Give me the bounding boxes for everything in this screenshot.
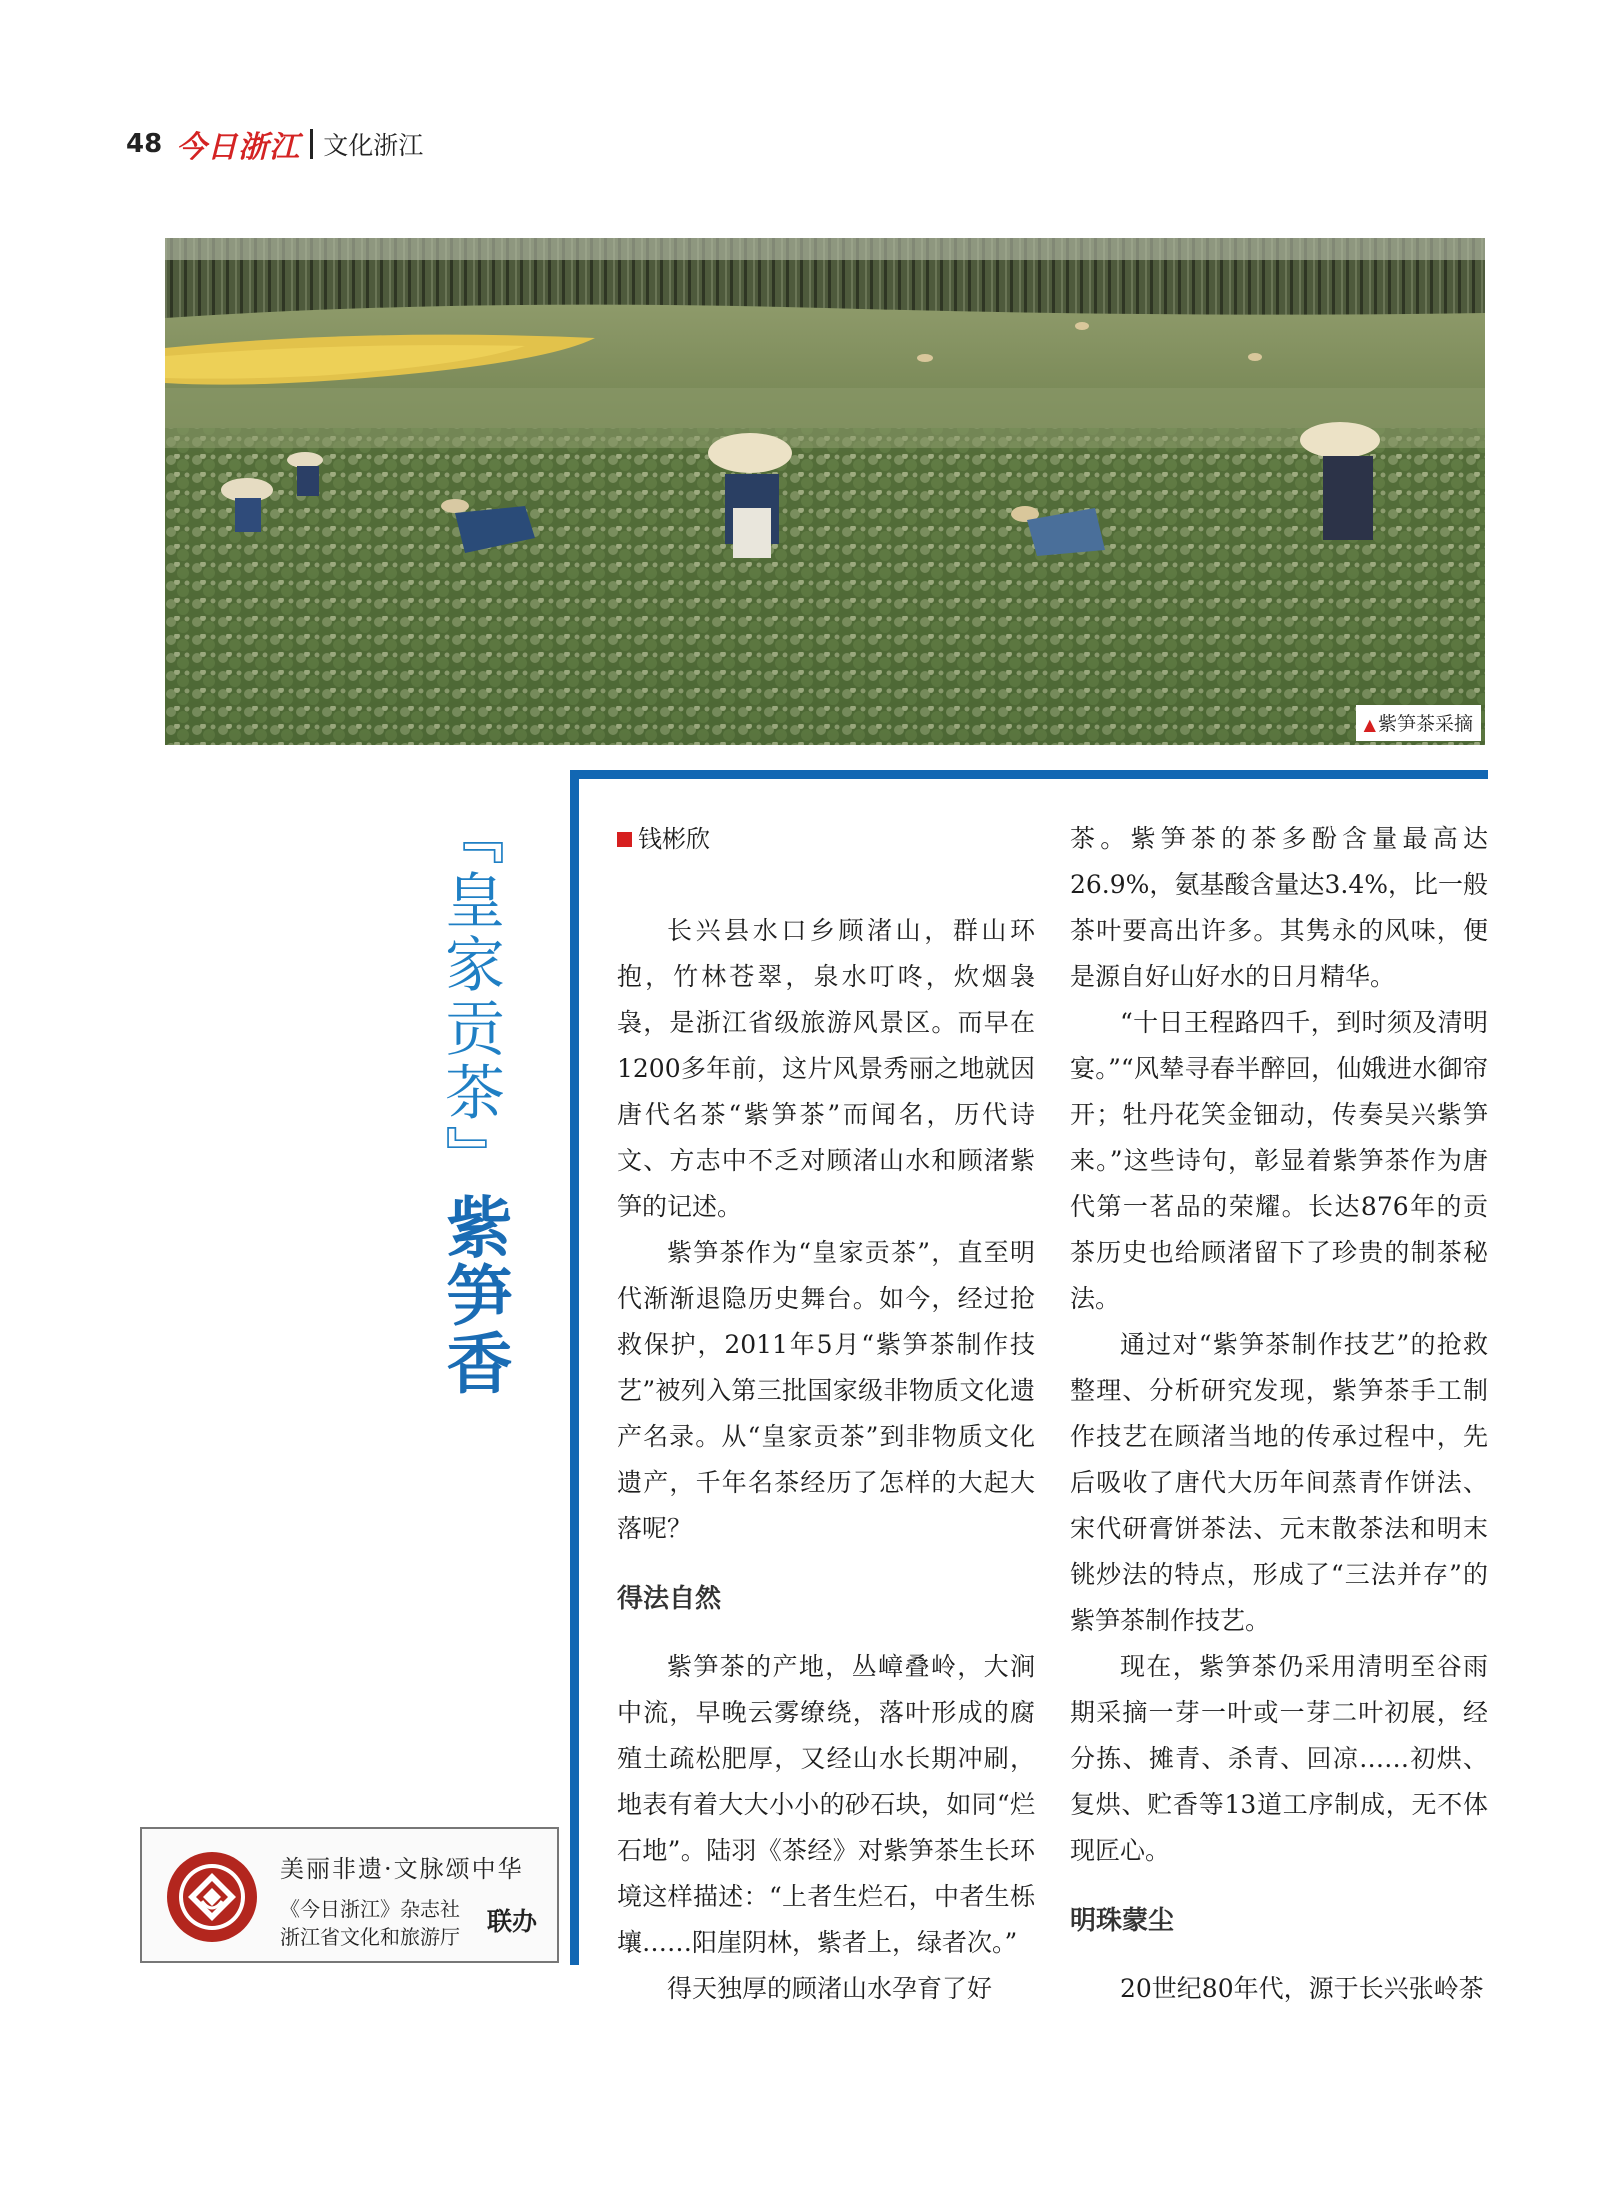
paragraph: “十日王程路四千，到时须及清明宴。”“风辇寻春半醉回，仙娥进水御帘开；牡丹花笑金钿动，传奏吴兴紫笋来。”这些诗句，彰显着紫笋茶作为唐代第一茗品的荣耀。长达876年的贡茶历史也给顾渚留下了珍贵的制茶秘法。 bbox=[1070, 1008, 1488, 1313]
sponsor-org-2: 浙江省文化和旅游厅 bbox=[280, 1925, 460, 1949]
author-byline bbox=[617, 816, 1035, 862]
photo-caption-text: 紫笋茶采摘 bbox=[1377, 713, 1473, 735]
page-header bbox=[126, 124, 423, 164]
heritage-seal-icon bbox=[166, 1851, 258, 1943]
header-divider bbox=[310, 129, 313, 159]
paragraph: 现在，紫笋茶仍采用清明至谷雨期采摘一芽一叶或一芽二叶初展，经分拣、摊青、杀青、回凉……初烘、复烘、贮香等13道工序制成，无不体现匠心。 bbox=[1070, 1652, 1488, 1865]
paragraph: 通过对“紫笋茶制作技艺”的抢救整理、分析研究发现，紫笋茶手工制作技艺在顾渚当地的传承过程中，先后吸收了唐代大历年间蒸青作饼法、宋代研膏饼茶法、元末散茶法和明末铫炒法的特点，形成了“三法并存”的紫笋茶制作技艺。 bbox=[1070, 1330, 1488, 1635]
title-line-2: 紫笋香 bbox=[435, 1193, 512, 1397]
article-column-left bbox=[617, 816, 1035, 2012]
sponsor-slogan: 美丽非遗·文脉颂中华 bbox=[280, 1855, 524, 1883]
sponsor-org-1: 《今日浙江》杂志社 bbox=[280, 1897, 460, 1921]
magazine-logo: 今日浙江 bbox=[176, 130, 301, 165]
paragraph: 得天独厚的顾渚山水孕育了好 bbox=[667, 1974, 993, 2003]
subheading: 得法自然 bbox=[617, 1584, 722, 1614]
paragraph: 紫笋茶作为“皇家贡茶”，直至明代渐渐退隐历史舞台。如今，经过抢救保护，2011年5月“紫笋茶制作技艺”被列入第三批国家级非物质文化遗产名录。从“皇家贡茶”到非物质文化遗产，千年名茶经历了怎样的大起大落呢？ bbox=[617, 1238, 1035, 1543]
author-name: 钱彬欣 bbox=[638, 825, 710, 853]
paragraph: 20世纪80年代，源于长兴张岭茶 bbox=[1120, 1974, 1484, 2003]
article-column-right bbox=[1070, 816, 1488, 2012]
photo-caption bbox=[1356, 705, 1481, 741]
tea-picking-photo bbox=[165, 238, 1485, 745]
paragraph: 紫笋茶的产地，丛嶂叠岭，大涧中流，早晚云雾缭绕，落叶形成的腐殖土疏松肥厚，又经山水长期冲刷，地表有着大大小小的砂石块，如同“烂石地”。陆羽《茶经》对紫笋茶生长环境这样描述：“上者生烂石，中者生栎壤……阳崖阴林，紫者上，绿者次。” bbox=[617, 1652, 1035, 1957]
subheading: 明珠蒙尘 bbox=[1070, 1906, 1175, 1936]
triangle-up-icon: ▲ bbox=[1363, 715, 1376, 734]
section-name: 文化浙江 bbox=[323, 131, 424, 160]
page-number: 48 bbox=[126, 129, 163, 159]
frame-top-bar bbox=[570, 770, 1488, 779]
sponsor-joint-label: 联办 bbox=[487, 1907, 538, 1936]
paragraph: 长兴县水口乡顾渚山，群山环抱，竹林苍翠，泉水叮咚，炊烟袅袅，是浙江省级旅游风景区。而早在1200多年前，这片风景秀丽之地就因唐代名茶“紫笋茶”而闻名，历代诗文、方志中不乏对顾渚山水和顾渚紫笋的记述。 bbox=[617, 916, 1035, 1221]
red-square-icon bbox=[617, 832, 632, 847]
tea-field-illustration bbox=[165, 238, 1485, 745]
paragraph: 茶。紫笋茶的茶多酚含量最高达26.9%，氨基酸含量达3.4%，比一般茶叶要高出许多。其隽永的风味，便是源自好山好水的日月精华。 bbox=[1070, 824, 1488, 991]
sponsor-box bbox=[140, 1827, 559, 1963]
frame-left-bar bbox=[570, 770, 579, 1965]
title-line-1: 『皇家贡茶』 bbox=[435, 805, 505, 1189]
article-title bbox=[435, 805, 530, 1397]
